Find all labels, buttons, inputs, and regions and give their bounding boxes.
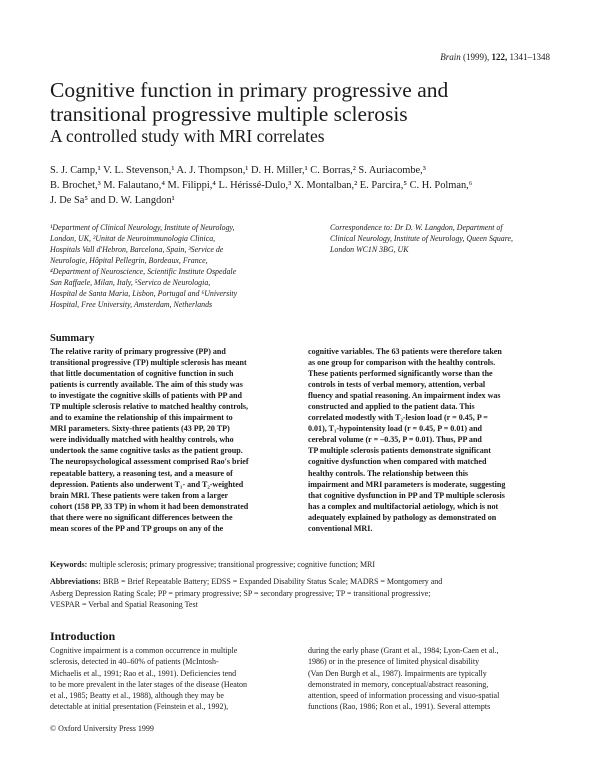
summary-column-right bbox=[308, 346, 555, 534]
intro-line: 1986) or in the presence of limited physical disability bbox=[308, 657, 480, 667]
summary-line: TP multiple sclerosis patients demonstrate significant bbox=[308, 446, 491, 456]
summary-line: that cognitive dysfunction in PP and TP multiple sclerosis bbox=[308, 490, 505, 500]
summary-line: conventional MRI. bbox=[308, 523, 373, 533]
affiliations bbox=[50, 222, 290, 310]
summary-line: The neuropsychological assessment comprised Rao's brief bbox=[50, 457, 249, 467]
intro-line: sclerosis, detected in 40–60% of patients (McIntosh- bbox=[50, 657, 219, 667]
affiliation-line: ⁴Department of Neuroscience, Scientific Institute Ospedale bbox=[50, 267, 237, 276]
intro-line: to be more prevalent in the later stages of the disease (Heaton bbox=[50, 679, 248, 689]
correspondence-line: Clinical Neurology, Institute of Neurology, Queen Square, bbox=[330, 234, 513, 243]
summary-line: cognitive dysfunction when compared with matched bbox=[308, 457, 487, 467]
author-list bbox=[50, 164, 565, 208]
introduction-heading: Introduction bbox=[50, 629, 116, 643]
affiliation-line: Hospitals Vall d'Hebron, Barcelona, Spain, ³Service de bbox=[50, 245, 224, 254]
intro-line: et al., 1985; Beatty et al., 1988), although they may be bbox=[50, 691, 224, 701]
journal-name: Brain bbox=[440, 52, 461, 62]
summary-line: cognitive variables. The 63 patients were therefore taken bbox=[308, 347, 502, 356]
intro-line: detectable at initial presentation (Feinstein et al., 1992), bbox=[50, 702, 229, 712]
summary-line: MRI parameters. Sixty-three patients (43 PP, 20 TP) bbox=[50, 424, 230, 434]
journal-year: (1999), bbox=[463, 52, 490, 62]
article-subtitle: A controlled study with MRI correlates bbox=[50, 126, 325, 146]
summary-line: repeatable battery, a reasoning test, and a measure of bbox=[50, 468, 233, 478]
abbreviations-label: Abbreviations: bbox=[50, 577, 101, 586]
author-line: J. De Sa⁵ and D. W. Langdon¹ bbox=[50, 194, 175, 206]
affiliation-line: ¹Department of Clinical Neurology, Institute of Neurology, bbox=[50, 223, 235, 232]
summary-line: that little documentation of cognitive function in such bbox=[50, 369, 234, 379]
summary-heading: Summary bbox=[50, 333, 95, 344]
summary-line: cerebral volume (r = –0.35, P = 0.01). Thus, PP and bbox=[308, 435, 482, 445]
article-title bbox=[50, 78, 560, 126]
affiliation-line: Hospital, Free University, Amsterdam, Netherlands bbox=[50, 300, 213, 309]
keywords-text: multiple sclerosis; primary progressive; transitional progressive; cognitive function; MRI bbox=[89, 560, 376, 569]
summary-line: 0.01), T₁-hypointensity load (r = 0.45, P = 0.01) and bbox=[308, 424, 483, 434]
journal-volume: 122, bbox=[491, 52, 508, 62]
intro-line: Cognitive impairment is a common occurrence in multiple bbox=[50, 646, 238, 655]
summary-line: transitional progressive (TP) multiple sclerosis has meant bbox=[50, 358, 247, 368]
affiliation-line: London, UK, ²Unitat de Neuroimmunologia Clinica, bbox=[50, 234, 216, 243]
introduction-column-right bbox=[308, 645, 556, 713]
intro-line: during the early phase (Grant et al., 1984; Lyon-Caen et al., bbox=[308, 646, 499, 655]
summary-line: healthy controls. The relationship between this bbox=[308, 468, 469, 478]
summary-line: cohort (158 PP, 33 TP) in whom it had been demonstrated bbox=[50, 501, 249, 511]
journal-reference bbox=[440, 52, 550, 62]
summary-line: correlated modestly with T₂-lesion load (r = 0.45, P = bbox=[308, 413, 488, 423]
introduction-column-left bbox=[50, 645, 298, 713]
summary-line: adequately explained by pathology as demonstrated on bbox=[308, 512, 497, 522]
journal-pages: 1341–1348 bbox=[509, 52, 550, 62]
keywords-label: Keywords: bbox=[50, 560, 88, 569]
summary-line: The relative rarity of primary progressive (PP) and bbox=[50, 347, 226, 356]
title-line: Cognitive function in primary progressive and bbox=[50, 78, 449, 102]
summary-column-left bbox=[50, 346, 297, 534]
affiliation-line: Neurologie, Hôpital Pellegrin, Bordeaux, France, bbox=[50, 256, 208, 265]
summary-line: impairment and MRI parameters is moderate, suggesting bbox=[308, 479, 506, 489]
abbreviations-line: VESPAR = Verbal and Spatial Reasoning Test bbox=[50, 600, 198, 609]
copyright-notice: © Oxford University Press 1999 bbox=[50, 724, 154, 733]
summary-line: depression. Patients also underwent T₁- and T₂-weighted bbox=[50, 479, 244, 489]
correspondence bbox=[330, 222, 560, 255]
author-line: S. J. Camp,¹ V. L. Stevenson,¹ A. J. Thompson,¹ D. H. Miller,¹ C. Borras,² S. Auriacombe,³ bbox=[50, 165, 426, 176]
summary-line: TP multiple sclerosis relative to matched healthy controls, bbox=[50, 402, 249, 412]
title-line: transitional progressive multiple sclerosis bbox=[50, 102, 408, 126]
intro-line: demonstrated in memory, conceptual/abstract reasoning, bbox=[308, 679, 489, 689]
abbreviations-line: BRB = Brief Repeatable Battery; EDSS = Expanded Disability Status Scale; MADRS = Montgomery and bbox=[102, 577, 443, 586]
summary-line: controls in tests of verbal memory, attention, verbal bbox=[308, 380, 486, 390]
intro-line: (Van Den Burgh et al., 1987). Impairments are typically bbox=[308, 668, 487, 678]
summary-line: has a complex and multifactorial aetiology, which is not bbox=[308, 501, 499, 511]
summary-line: to investigate the cognitive skills of patients with PP and bbox=[50, 391, 243, 401]
summary-line: as one group for comparison with the healthy controls. bbox=[308, 358, 496, 368]
intro-line: Michaelis et al., 1991; Rao et al., 1991). Deficiencies tend bbox=[50, 668, 237, 678]
summary-line: patients is currently available. The aim of this study was bbox=[50, 380, 243, 390]
summary-line: brain MRI. These patients were taken from a larger bbox=[50, 490, 229, 500]
summary-line: that there were no significant differences between the bbox=[50, 512, 233, 522]
summary-line: were individually matched with healthy controls, who bbox=[50, 435, 234, 445]
summary-line: undertook the same cognitive tasks as the patient group. bbox=[50, 446, 243, 456]
author-line: B. Brochet,³ M. Falautano,⁴ M. Filippi,⁴ L. Hérissé-Dulo,³ X. Montalban,² E. Parcira,⁵ C. H. Polman,⁶ bbox=[50, 179, 473, 191]
summary-line: and to examine the relationship of this impairment to bbox=[50, 413, 233, 423]
abbreviations bbox=[50, 576, 562, 611]
correspondence-line: Correspondence to: Dr D. W. Langdon, Department of bbox=[330, 223, 503, 232]
affiliation-line: Hospital de Santa Maria, Lisbon, Portugal and ⁶University bbox=[50, 289, 238, 298]
affiliation-line: San Raffaele, Milan, Italy, ⁵Servico de Neurologia, bbox=[50, 278, 211, 287]
keywords bbox=[50, 559, 562, 570]
intro-line: functions (Rao, 1986; Ron et al., 1991). Several attempts bbox=[308, 702, 491, 712]
summary-line: mean scores of the PP and TP groups on any of the bbox=[50, 523, 224, 533]
abbreviations-line: Asberg Depression Rating Scale; PP = primary progressive; SP = secondary progressive; TP = transitional progressive; bbox=[50, 588, 431, 598]
summary-line: These patients performed significantly worse than the bbox=[308, 369, 493, 379]
correspondence-line: London WC1N 3BG, UK bbox=[330, 245, 409, 254]
intro-line: attention, speed of information processing and visuo-spatial bbox=[308, 691, 500, 701]
summary-line: fluency and spatial reasoning. An impairment index was bbox=[308, 391, 501, 401]
summary-line: constructed and applied to the patient data. This bbox=[308, 402, 475, 412]
